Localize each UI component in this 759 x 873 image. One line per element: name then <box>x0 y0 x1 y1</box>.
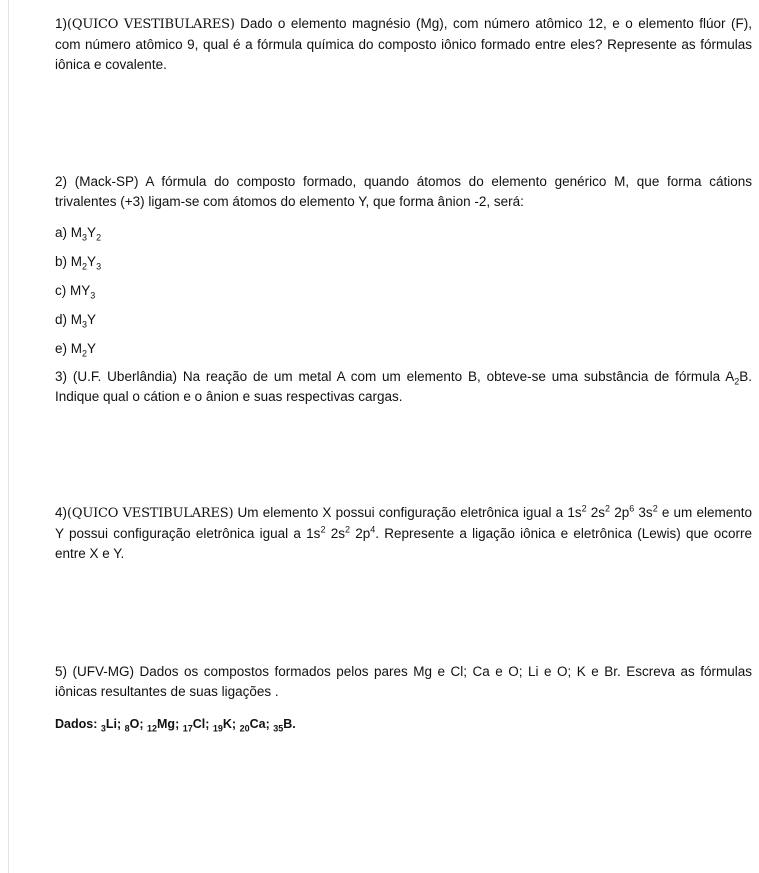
option-b-formula <box>70 254 102 272</box>
formula-subscript: 3 <box>90 290 96 301</box>
question-1-text: Dado o elemento magnésio (Mg), com número atômico 12, e o elemento flúor (F), com número atômico 9, qual é a fórmula química do composto iônico formado entre eles? Represente as fórmulas iônica e covalente. <box>55 16 752 72</box>
config-superscript: 4 <box>370 524 376 535</box>
option-a-formula <box>70 225 102 243</box>
option-d-formula <box>70 312 97 330</box>
element-symbol: O <box>129 717 140 731</box>
formula-text: Y <box>87 341 97 356</box>
question-2-options <box>55 218 752 363</box>
givens-list <box>100 717 296 734</box>
question-4 <box>55 503 752 564</box>
separator: . <box>292 717 296 731</box>
separator: ; <box>116 717 125 731</box>
formula-subscript: 2 <box>82 261 88 272</box>
config-text: 2s <box>325 526 345 541</box>
formula-text: M <box>70 341 83 356</box>
option-c <box>55 276 752 305</box>
electron-config-y <box>306 526 375 541</box>
question-1-source: (QUICO VESTIBULARES) <box>67 17 235 32</box>
option-c-formula <box>70 283 96 301</box>
document-page <box>55 14 752 734</box>
separator: ; <box>175 717 183 731</box>
config-superscript: 2 <box>344 524 350 535</box>
formula-text: MY <box>70 283 91 298</box>
atomic-number: 20 <box>239 723 250 734</box>
option-e-formula <box>70 341 97 359</box>
config-superscript: 2 <box>320 524 326 535</box>
atomic-number: 19 <box>212 723 223 734</box>
atomic-number: 35 <box>273 723 284 734</box>
separator: ; <box>139 717 147 731</box>
formula-text: M <box>70 254 83 269</box>
element-symbol: B <box>283 717 293 731</box>
config-superscript: 2 <box>605 503 611 514</box>
formula-text: M <box>70 225 83 240</box>
formula-text: Y <box>87 254 97 269</box>
option-b <box>55 247 752 276</box>
question-4-text: Um elemento X possui configuração eletrônica igual a <box>233 505 568 520</box>
atomic-number: 8 <box>124 723 130 734</box>
atomic-number: 3 <box>100 723 106 734</box>
option-e <box>55 334 752 363</box>
question-3 <box>55 367 752 407</box>
separator: ; <box>265 717 274 731</box>
question-4-text-mid: e um elemento Y possui configuração eletrônica igual a <box>55 505 753 541</box>
formula-text: Y <box>87 312 97 327</box>
element-symbol: Li <box>105 717 117 731</box>
question-1 <box>55 14 752 75</box>
option-a-letter: a) <box>55 225 68 240</box>
question-1-number: 1) <box>55 16 68 31</box>
option-c-letter: c) <box>55 283 67 298</box>
formula-subscript: 3 <box>96 261 102 272</box>
formula-subscript: 2 <box>96 232 102 243</box>
question-4-number: 4) <box>55 505 68 520</box>
formula-subscript: 2 <box>82 348 88 359</box>
config-text: 1s <box>306 526 321 541</box>
option-b-letter: b) <box>55 254 68 269</box>
config-text: 1s <box>567 505 582 520</box>
option-e-letter: e) <box>55 341 68 356</box>
atomic-number: 17 <box>182 723 193 734</box>
formula-text: Y <box>87 225 97 240</box>
element-symbol: Cl <box>192 717 206 731</box>
config-superscript: 6 <box>629 503 635 514</box>
option-a <box>55 218 752 247</box>
question-3-text: 3) (U.F. Uberlândia) Na reação de um metal A com um elemento B, obteve-se uma substância de fórmula A <box>55 369 735 384</box>
question-4-text-end: . Represente a ligação iônica e eletrônica (Lewis) que ocorre entre X e Y. <box>55 526 752 561</box>
formula-subscript: 3 <box>82 232 88 243</box>
element-symbol: Mg <box>157 717 176 731</box>
element-symbol: K <box>222 717 232 731</box>
electron-config-x <box>567 505 657 520</box>
question-3-text-end: B. Indique qual o cátion e o ânion e suas respectivas cargas. <box>55 369 752 404</box>
atomic-numbers-givens <box>55 714 752 734</box>
separator: ; <box>205 717 213 731</box>
config-superscript: 2 <box>581 503 587 514</box>
config-text: 3s <box>634 505 653 520</box>
option-d-letter: d) <box>55 312 68 327</box>
config-text: 2p <box>610 505 630 520</box>
config-text: 2s <box>586 505 606 520</box>
question-5: 5) (UFV-MG) Dados os compostos formados pelos pares Mg e Cl; Ca e O; Li e O; K e Br. Escreva as fórmulas iônicas resultantes de suas ligações . <box>55 664 752 699</box>
config-superscript: 2 <box>652 503 658 514</box>
page-left-border <box>8 0 9 873</box>
formula-subscript: 3 <box>82 319 88 330</box>
question-3-subscript: 2 <box>734 376 740 387</box>
question-2-stem: 2) (Mack-SP) A fórmula do composto formado, quando átomos do elemento genérico M, que forma cátions trivalentes (+3) ligam-se com átomos do elemento Y, que forma ânion -2, será: <box>55 174 752 209</box>
formula-text: M <box>70 312 83 327</box>
question-4-source: (QUICO VESTIBULARES) <box>67 506 234 521</box>
atomic-number: 12 <box>147 723 158 734</box>
element-symbol: Ca <box>249 717 266 731</box>
option-d <box>55 305 752 334</box>
separator: ; <box>231 717 240 731</box>
config-text: 2p <box>349 526 371 541</box>
givens-label: Dados: <box>55 717 101 731</box>
